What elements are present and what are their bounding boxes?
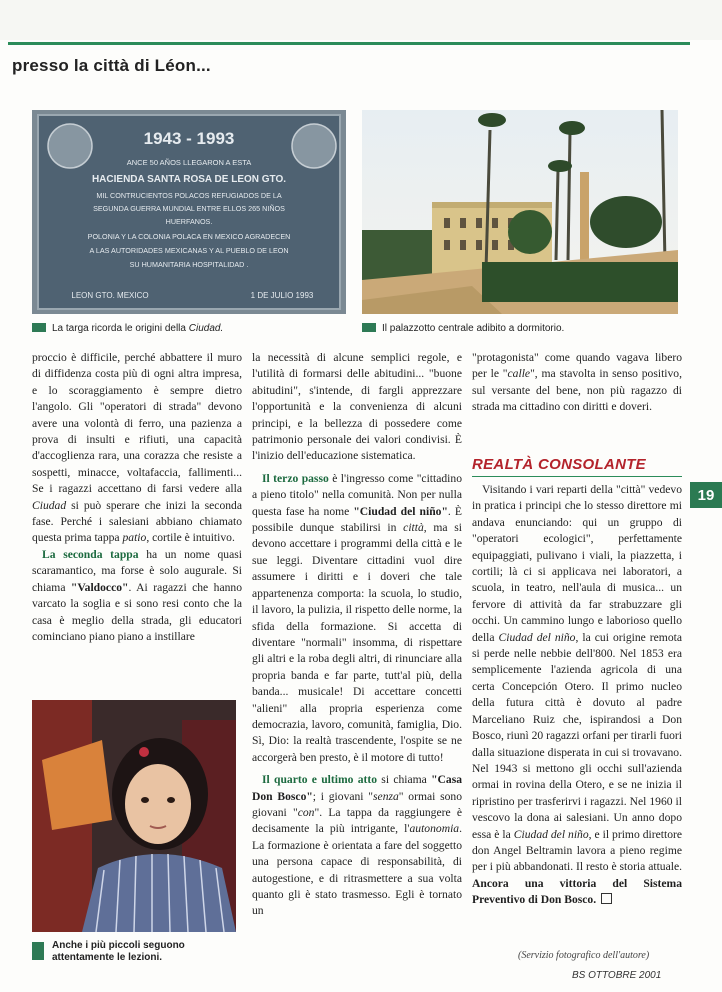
plaque-caption: La targa ricorda le origini della Ciudad. <box>32 323 346 335</box>
svg-text:MIL CONTRUCIENTOS POLACOS REFU: MIL CONTRUCIENTOS POLACOS REFUGIADOS DE LA <box>96 191 282 200</box>
paragraph: proccio è difficile, perché abbattere il muro di diffidenza costa più di ogni altra impresa, e lo scoraggiamento è sempre dietro l'angolo. Gli "operatori di strada" devono avere una volontà di ferro, una pazienza a prova di insulti e rifiuti, una capacità d'accoglienza rara, una corazza che resiste a sospetti, minacce, voltafaccia, fallimenti... Se i ragazzi accettano di farsi vedere alla Ciudad si può sperare che inizi la seconda fase. Perché i salesiani abbiano chiamato questa prima tappa patio, cortile è intuitivo. <box>32 351 242 545</box>
seal-left-icon <box>48 124 92 168</box>
svg-text:LEON GTO. MEXICO: LEON GTO. MEXICO <box>71 291 149 300</box>
paragraph: "protagonista" come quando vagava libero per le "calle", ma stavolta in senso positivo, sul versante del bene, non più ragazzo di strada ma cittadino con diritti e doveri. <box>472 351 683 414</box>
photo-credit: (Servizio fotografico dell'autore) <box>518 950 650 961</box>
svg-text:1 DE JULIO 1993: 1 DE JULIO 1993 <box>250 291 314 300</box>
text-column-3 <box>472 350 682 416</box>
caption-marker-icon <box>362 323 376 332</box>
svg-text:SEGUNDA GUERRA MUNDIAL ENTRE E: SEGUNDA GUERRA MUNDIAL ENTRE ELLOS 265 NIÑOS <box>93 204 285 213</box>
paragraph: La seconda tappa ha un nome quasi scaramantico, ma forse è solo augurale. Si chiama "Valdocco". Ai ragazzi che hanno varcato la soglia e si sono resi conto che la casa è meglio della strada, gli educatori cominciano piano piano a instillare <box>32 547 242 643</box>
caption-marker-icon <box>32 942 44 960</box>
header-rule <box>8 42 690 45</box>
svg-text:POLONIA Y LA COLONIA POLACA EN: POLONIA Y LA COLONIA POLACA EN MEXICO AGRADECEN <box>87 232 291 241</box>
section-title: REALTÀ CONSOLANTE <box>472 456 646 473</box>
girl-caption: Anche i più piccoli seguono attentamente le lezioni. <box>32 940 242 964</box>
text-column-3-continued <box>472 482 682 909</box>
palace-caption: Il palazzotto centrale adibito a dormitorio. <box>362 323 678 335</box>
svg-text:SU HUMANITARIA HOSPITALIDAD .: SU HUMANITARIA HOSPITALIDAD . <box>129 260 249 269</box>
chimney-shape <box>580 172 589 268</box>
paragraph: Visitando i vari reparti della "città" vedevo in pratica i principi che lo stesso direttore mi andava enunciando: qui un gruppo di "operatori ecologici", perfettamente equipaggiati, pulivano i viali, la piazzetta, i cortili; là ci si applicava nei laboratori, a scuola, in teatro, nell'aula di musica... un fervore di attività da far strabuzzare gli occhi. Un cammino lungo e laborioso quello della Ciudad del niño, la cui origine remota si perde nelle nebbie dell'800. Nel 1853 era semplicemente l'azienda agricola di una certa Concepción Otero. Il primo nucleo della futura città è dovuto al padre Marceliano Ruiz che, ispirandosi a Don Bosco, riunì 20 ragazzi orfani per tirarli fuori dalla situazione disperata in cui si trovavano. Nel 1943 si mettono gli occhi sull'azienda ormai in rovina della Otero, e se ne inizia il ripristino per trasferirvi i ragazzi. Nel 1960 il vescovo la dona ai salesiani. Un anno dopo essa è la Ciudad del niño, e il primo direttore don Angel Beltramin lavora a pieno regime per i più abbandonati. Il resto è storia attuale. Ancora una vittoria del Sistema Preventivo di Don Bosco. <box>472 483 682 907</box>
top-band <box>0 0 722 40</box>
text-column-1 <box>32 350 242 645</box>
palace-photo <box>362 110 678 314</box>
text-column-2 <box>252 350 462 920</box>
end-mark-icon <box>601 893 612 904</box>
girl-photo <box>32 700 236 932</box>
plaque-years: 1943 - 1993 <box>143 129 235 148</box>
page-footer: BS OTTOBRE 2001 <box>572 970 662 981</box>
face-shape <box>125 764 191 844</box>
page-number-tab: 19 <box>690 482 722 508</box>
svg-text:ANCE 50 AÑOS LLEGARON A ESTA: ANCE 50 AÑOS LLEGARON A ESTA <box>126 158 252 167</box>
section-rule <box>472 476 682 477</box>
seal-right-icon <box>292 124 336 168</box>
svg-text:A LAS AUTORIDADES MEXICANAS Y: A LAS AUTORIDADES MEXICANAS Y AL PUEBLO DE LEON <box>89 246 289 255</box>
paragraph: Il terzo passo è l'ingresso come "cittadino a pieno titolo" nella comunità. Non per nulla questa fase ha nome "Ciudad del niño". È possibile dunque stabilirsi in città, ma si devono accettare i programmi della città e le sue leggi. Diventare cittadini vuol dire assumere i diritti e i doveri che tale appartenenza comporta: la scuola, lo studio, il lavoro, la pulizia, il rispetto delle norme, la sfida della formazione. Si accetta di diventare "normali" insomma, di rispettare gli altri e la roba degli altri, di rinunciare alla propria banda e far parte, tutt'al più, della banda... musicale! Di accettare concetti "alieni" alla propria esperienza come democrazia, lavoro, comunità, famiglia, Dio. Sì, Dio: la realtà trascendente, l'ospite se ne accorgerà ben presto, è il motore di tutto! <box>252 471 463 764</box>
caption-marker-icon <box>32 323 46 332</box>
page-heading: presso la città di Léon... <box>12 56 211 75</box>
plaque-photo <box>32 110 346 314</box>
svg-text:HUERFANOS.: HUERFANOS. <box>165 217 213 226</box>
paragraph: la necessità di alcune semplici regole, e l'utilità di formarsi delle abitudini... "buone abitudini", s'intende, di fargli apprezzare l'opportunità e la convenienza di alcuni principi, e la bellezza di possedere come patrimonio personale dei valori condivisi. È l'inizio dell'educazione sistematica. <box>252 351 462 463</box>
svg-text:HACIENDA SANTA ROSA DE LEON GT: HACIENDA SANTA ROSA DE LEON GTO. <box>91 174 287 185</box>
paragraph: Il quarto e ultimo atto si chiama "Casa Don Bosco"; i giovani "senza" ormai sono giovani "con". La tappa da raggiungere è decisamente la più intrigante, l'autonomia. La formazione è orientata a fare del soggetto una persona capace di responsabilità, di autogestione, e di ritrasmettere a sua volta quanto gli è stato trasmesso. Egli è tornato un <box>252 773 463 918</box>
